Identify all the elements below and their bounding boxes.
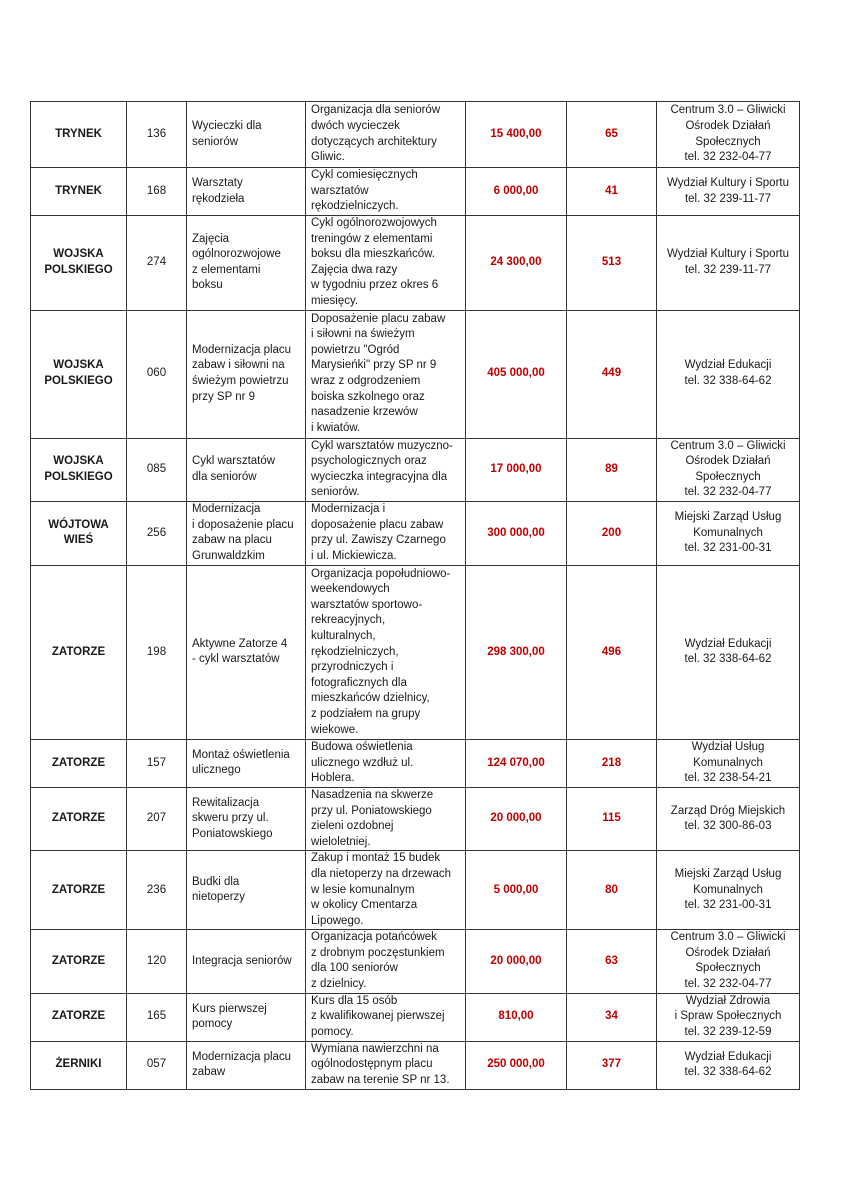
project-name-cell-line: i doposażenie placu — [192, 518, 294, 531]
project-name-cell-line: świeżym powietrzu — [192, 375, 289, 388]
votes-cell: 65 — [567, 102, 657, 168]
project-description-cell-line: przy ul. Zawiszy Czarnego — [311, 534, 446, 547]
project-description-cell-line: powietrzu "Ogród — [311, 343, 400, 356]
district-cell-line: POLSKIEGO — [44, 470, 113, 483]
district-cell — [31, 993, 127, 1041]
project-description-cell-line: Cykl warsztatów muzyczno- — [311, 439, 453, 452]
amount-cell: 810,00 — [466, 993, 567, 1041]
district-cell-line: POLSKIEGO — [44, 375, 113, 388]
project-description-cell-line: boiska szkolnego oraz — [311, 390, 425, 403]
district-cell-line: ZATORZE — [51, 812, 106, 825]
project-description-cell-line: Organizacja popołudniowo- — [311, 567, 451, 580]
project-description-cell-line: wiekowe. — [311, 723, 359, 736]
project-description-cell — [306, 739, 466, 787]
project-name-cell — [187, 993, 306, 1041]
project-name-cell-line: przy SP nr 9 — [192, 390, 256, 403]
responsible-unit-cell-line: tel. 32 338-64-62 — [684, 1066, 772, 1079]
responsible-unit-cell — [657, 102, 800, 168]
project-name-cell-line: Aktywne Zatorze 4 — [192, 637, 288, 650]
project-description-cell-line: w tygodniu przez okres 6 — [311, 279, 439, 292]
district-cell-line: ZATORZE — [51, 645, 106, 658]
responsible-unit-cell-line: i Spraw Społecznych — [674, 1010, 782, 1023]
amount-cell: 17 000,00 — [466, 438, 567, 501]
responsible-unit-cell-line: Wydział Edukacji — [684, 359, 772, 372]
votes-cell: 63 — [567, 930, 657, 993]
project-description-cell-line: ogólnodostępnym placu — [311, 1058, 433, 1071]
votes-cell: 80 — [567, 851, 657, 930]
table-row — [31, 310, 800, 438]
amount-cell: 300 000,00 — [466, 501, 567, 565]
project-name-cell-line: pomocy — [192, 1018, 233, 1031]
project-name-cell — [187, 1041, 306, 1089]
district-cell-line: POLSKIEGO — [44, 263, 113, 276]
project-name-cell — [187, 501, 306, 565]
responsible-unit-cell-line: Społecznych — [695, 470, 761, 483]
project-description-cell-line: dla nietoperzy na drzewach — [311, 867, 451, 880]
project-description-cell-line: w lesie komunalnym — [311, 883, 415, 896]
responsible-unit-cell — [657, 787, 800, 850]
project-description-cell-line: Zakup i montaż 15 budek — [311, 852, 441, 865]
amount-cell: 6 000,00 — [466, 168, 567, 216]
project-name-cell-line: Warsztaty — [192, 176, 243, 189]
district-cell — [31, 501, 127, 565]
district-cell-line: TRYNEK — [55, 127, 102, 140]
responsible-unit-cell-line: Ośrodek Działań — [685, 455, 771, 468]
project-description-cell-line: rekreacyjnych, — [311, 614, 386, 627]
district-cell-line: WIEŚ — [63, 534, 94, 547]
project-description-cell-line: weekendowych — [311, 583, 390, 596]
responsible-unit-cell-line: tel. 32 238-54-21 — [684, 772, 772, 785]
district-cell — [31, 1041, 127, 1089]
votes-cell: 41 — [567, 168, 657, 216]
responsible-unit-cell-line: Komunalnych — [693, 883, 763, 896]
project-description-cell-line: z drobnym poczęstunkiem — [311, 946, 445, 959]
project-number-cell: 057 — [127, 1041, 187, 1089]
project-description-cell-line: seniorów. — [311, 486, 360, 499]
project-description-cell-line: Marysieńki" przy SP nr 9 — [311, 359, 437, 372]
table-row — [31, 993, 800, 1041]
budget-projects-table — [30, 101, 800, 1090]
table-row — [31, 1041, 800, 1089]
project-description-cell-line: psychologicznych oraz — [311, 455, 427, 468]
project-description-cell-line: wieloletniej. — [311, 835, 371, 848]
responsible-unit-cell-line: Wydział Usług — [691, 741, 765, 754]
responsible-unit-cell-line: Miejski Zarząd Usług — [674, 511, 782, 524]
project-description-cell-line: Zajęcia dwa razy — [311, 263, 398, 276]
responsible-unit-cell — [657, 168, 800, 216]
table-row — [31, 102, 800, 168]
project-description-cell-line: i kwiatów. — [311, 421, 361, 434]
project-description-cell-line: treningów z elementami — [311, 232, 433, 245]
project-description-cell-line: Wymiana nawierzchni na — [311, 1042, 439, 1055]
project-description-cell-line: i ul. Mickiewicza. — [311, 550, 397, 563]
project-description-cell-line: Cykl ogólnorozwojowych — [311, 217, 437, 229]
responsible-unit-cell-line: Miejski Zarząd Usług — [674, 867, 782, 880]
project-name-cell-line: Cykl warsztatów — [192, 455, 276, 468]
project-description-cell-line: z kwalifikowanej pierwszej — [311, 1010, 445, 1023]
project-description-cell — [306, 1041, 466, 1089]
district-cell — [31, 565, 127, 739]
project-description-cell-line: przyrodniczych i — [311, 661, 394, 674]
responsible-unit-cell-line: Wydział Edukacji — [684, 637, 772, 650]
table-row — [31, 501, 800, 565]
district-cell-line: WÓJTOWA — [48, 518, 109, 531]
responsible-unit-cell-line: Wydział Edukacji — [684, 1050, 772, 1063]
project-description-cell-line: Lipowego. — [311, 914, 364, 927]
project-description-cell-line: Nasadzenia na skwerze — [311, 788, 434, 801]
project-description-cell-line: rękodzielniczych, — [311, 645, 399, 658]
project-number-cell: 168 — [127, 168, 187, 216]
project-description-cell-line: warsztatów — [311, 184, 369, 197]
project-name-cell-line: ogólnorozwojowe — [192, 248, 281, 261]
votes-cell: 34 — [567, 993, 657, 1041]
district-cell-line: ZATORZE — [51, 954, 106, 967]
project-name-cell-line: Integracja seniorów — [192, 954, 292, 967]
district-cell-line: ZATORZE — [51, 883, 106, 896]
responsible-unit-cell-line: tel. 32 300-86-03 — [684, 820, 772, 833]
district-cell — [31, 739, 127, 787]
project-description-cell — [306, 168, 466, 216]
responsible-unit-cell-line: tel. 32 239-11-77 — [684, 192, 772, 205]
project-name-cell-line: Modernizacja placu — [192, 1050, 292, 1063]
district-cell — [31, 168, 127, 216]
project-description-cell-line: Budowa oświetlenia — [311, 741, 413, 754]
table-row — [31, 930, 800, 993]
table-row — [31, 438, 800, 501]
project-description-cell-line: warsztatów sportowo- — [311, 598, 423, 611]
votes-cell: 449 — [567, 310, 657, 438]
responsible-unit-cell-line: Wydział Zdrowia — [685, 994, 771, 1007]
project-description-cell-line: doposażenie placu zabaw — [311, 518, 444, 531]
project-number-cell: 256 — [127, 501, 187, 565]
district-cell-line: TRYNEK — [55, 184, 102, 197]
project-description-cell-line: wraz z odgrodzeniem — [311, 375, 421, 388]
project-number-cell: 085 — [127, 438, 187, 501]
project-description-cell — [306, 216, 466, 311]
votes-cell: 115 — [567, 787, 657, 850]
responsible-unit-cell-line: Wydział Kultury i Sportu — [667, 176, 789, 189]
project-description-cell — [306, 565, 466, 739]
votes-cell: 89 — [567, 438, 657, 501]
project-name-cell — [187, 787, 306, 850]
project-description-cell — [306, 993, 466, 1041]
project-name-cell — [187, 565, 306, 739]
project-description-cell-line: boksu dla mieszkańców. — [311, 248, 436, 261]
project-name-cell — [187, 930, 306, 993]
project-description-cell-line: nasadzenie krzewów — [311, 406, 418, 419]
district-cell-line: ZATORZE — [51, 1010, 106, 1023]
project-description-cell-line: z dzielnicy. — [311, 978, 367, 991]
responsible-unit-cell-line: Komunalnych — [693, 756, 763, 769]
project-description-cell — [306, 501, 466, 565]
district-cell-line: WOJSKA — [53, 455, 104, 468]
project-description-cell-line: dla 100 seniorów — [311, 962, 398, 975]
project-name-cell-line: ulicznego — [192, 764, 241, 777]
responsible-unit-cell — [657, 216, 800, 311]
responsible-unit-cell — [657, 565, 800, 739]
project-number-cell: 157 — [127, 739, 187, 787]
responsible-unit-cell-line: tel. 32 232-04-77 — [684, 151, 772, 164]
project-name-cell-line: Modernizacja — [192, 503, 261, 516]
project-description-cell-line: w okolicy Cmentarza — [311, 899, 418, 912]
project-name-cell — [187, 739, 306, 787]
project-description-cell — [306, 851, 466, 930]
project-name-cell — [187, 438, 306, 501]
responsible-unit-cell-line: Ośrodek Działań — [685, 119, 771, 132]
votes-cell: 496 — [567, 565, 657, 739]
project-description-cell-line: przy ul. Poniatowskiego — [311, 804, 432, 817]
responsible-unit-cell — [657, 739, 800, 787]
project-number-cell: 165 — [127, 993, 187, 1041]
project-description-cell-line: Hoblera. — [311, 772, 355, 785]
project-name-cell — [187, 168, 306, 216]
project-description-cell-line: zieleni ozdobnej — [311, 820, 394, 833]
table-row — [31, 565, 800, 739]
project-description-cell-line: i siłowni na świeżym — [311, 328, 415, 341]
district-cell-line: ZATORZE — [51, 756, 106, 769]
project-name-cell-line: zabaw na placu — [192, 534, 272, 547]
amount-cell: 405 000,00 — [466, 310, 567, 438]
table-row — [31, 168, 800, 216]
project-description-cell-line: dwóch wycieczek — [311, 119, 400, 132]
project-number-cell: 120 — [127, 930, 187, 993]
project-description-cell-line: wycieczka integracyjna dla — [311, 470, 448, 483]
project-name-cell — [187, 851, 306, 930]
responsible-unit-cell-line: Centrum 3.0 – Gliwicki — [670, 104, 786, 117]
responsible-unit-cell — [657, 993, 800, 1041]
project-name-cell-line: Modernizacja placu — [192, 343, 292, 356]
district-cell — [31, 310, 127, 438]
project-number-cell: 060 — [127, 310, 187, 438]
project-name-cell-line: - cykl warsztatów — [192, 653, 280, 666]
project-number-cell: 274 — [127, 216, 187, 311]
amount-cell: 15 400,00 — [466, 102, 567, 168]
project-name-cell-line: Wycieczki dla — [192, 119, 262, 132]
project-description-cell-line: Gliwic. — [311, 151, 345, 164]
project-description-cell — [306, 787, 466, 850]
responsible-unit-cell-line: Ośrodek Działań — [685, 946, 771, 959]
amount-cell: 20 000,00 — [466, 930, 567, 993]
district-cell-line: WOJSKA — [53, 248, 104, 261]
responsible-unit-cell — [657, 851, 800, 930]
project-name-cell-line: zabaw — [192, 1066, 226, 1079]
responsible-unit-cell — [657, 310, 800, 438]
amount-cell: 24 300,00 — [466, 216, 567, 311]
votes-cell: 218 — [567, 739, 657, 787]
project-name-cell — [187, 216, 306, 311]
project-name-cell — [187, 102, 306, 168]
project-description-cell-line: Cykl comiesięcznych — [311, 169, 418, 182]
responsible-unit-cell-line: tel. 32 232-04-77 — [684, 486, 772, 499]
votes-cell: 377 — [567, 1041, 657, 1089]
project-description-cell-line: z podziałem na grupy — [311, 708, 421, 721]
project-name-cell-line: Budki dla — [192, 875, 240, 888]
amount-cell: 250 000,00 — [466, 1041, 567, 1089]
project-description-cell-line: mieszkańców dzielnicy, — [311, 692, 430, 705]
responsible-unit-cell-line: Komunalnych — [693, 526, 763, 539]
project-name-cell-line: zabaw i siłowni na — [192, 359, 285, 372]
project-number-cell: 198 — [127, 565, 187, 739]
responsible-unit-cell-line: tel. 32 231-00-31 — [684, 542, 772, 555]
project-description-cell — [306, 930, 466, 993]
table-row — [31, 787, 800, 850]
district-cell-line: ŻERNIKI — [55, 1058, 102, 1071]
table-row — [31, 851, 800, 930]
responsible-unit-cell-line: tel. 32 231-00-31 — [684, 899, 772, 912]
table-body — [31, 102, 800, 1090]
project-description-cell-line: miesięcy. — [311, 294, 359, 307]
project-description-cell-line: Modernizacja i — [311, 503, 386, 516]
table-row — [31, 739, 800, 787]
district-cell — [31, 216, 127, 311]
project-description-cell-line: fotograficznych dla — [311, 676, 407, 689]
project-name-cell-line: Grunwaldzkim — [192, 550, 265, 563]
project-description-cell-line: zabaw na terenie SP nr 13. — [311, 1073, 450, 1086]
project-number-cell: 207 — [127, 787, 187, 850]
project-number-cell: 136 — [127, 102, 187, 168]
district-cell — [31, 787, 127, 850]
responsible-unit-cell-line: tel. 32 239-12-59 — [684, 1025, 772, 1038]
responsible-unit-cell-line: Zarząd Dróg Miejskich — [670, 804, 786, 817]
responsible-unit-cell-line: tel. 32 338-64-62 — [684, 653, 772, 666]
amount-cell: 124 070,00 — [466, 739, 567, 787]
project-description-cell-line: ulicznego wzdłuż ul. — [311, 756, 414, 769]
project-name-cell-line: Zajęcia — [192, 232, 230, 245]
responsible-unit-cell-line: Centrum 3.0 – Gliwicki — [670, 439, 786, 452]
project-description-cell — [306, 310, 466, 438]
responsible-unit-cell-line: Wydział Kultury i Sportu — [667, 248, 789, 261]
responsible-unit-cell-line: tel. 32 232-04-77 — [684, 978, 772, 991]
responsible-unit-cell-line: Społecznych — [695, 135, 761, 148]
project-description-cell — [306, 438, 466, 501]
table-row — [31, 216, 800, 311]
project-description-cell — [306, 102, 466, 168]
votes-cell: 200 — [567, 501, 657, 565]
project-description-cell-line: rękodzielniczych. — [311, 200, 399, 213]
project-name-cell — [187, 310, 306, 438]
project-description-cell-line: Organizacja dla seniorów — [311, 104, 441, 117]
project-description-cell-line: dotyczących architektury — [311, 135, 437, 148]
project-name-cell-line: Poniatowskiego — [192, 827, 273, 840]
responsible-unit-cell-line: Społecznych — [695, 962, 761, 975]
amount-cell: 20 000,00 — [466, 787, 567, 850]
project-name-cell-line: seniorów — [192, 135, 239, 148]
project-description-cell-line: pomocy. — [311, 1025, 354, 1038]
project-description-cell-line: kulturalnych, — [311, 630, 376, 643]
district-cell — [31, 102, 127, 168]
responsible-unit-cell-line: tel. 32 239-11-77 — [684, 263, 772, 276]
amount-cell: 5 000,00 — [466, 851, 567, 930]
project-name-cell-line: Rewitalizacja — [192, 796, 260, 809]
project-name-cell-line: boksu — [192, 279, 223, 292]
project-name-cell-line: Montaż oświetlenia — [192, 748, 290, 761]
responsible-unit-cell — [657, 501, 800, 565]
district-cell — [31, 438, 127, 501]
project-name-cell-line: rękodzieła — [192, 192, 245, 205]
project-name-cell-line: nietoperzy — [192, 891, 246, 904]
votes-cell: 513 — [567, 216, 657, 311]
project-name-cell-line: dla seniorów — [192, 470, 257, 483]
responsible-unit-cell-line: tel. 32 338-64-62 — [684, 375, 772, 388]
district-cell — [31, 851, 127, 930]
district-cell — [31, 930, 127, 993]
district-cell-line: WOJSKA — [53, 359, 104, 372]
responsible-unit-cell-line: Centrum 3.0 – Gliwicki — [670, 931, 786, 944]
project-name-cell-line: skweru przy ul. — [192, 812, 269, 825]
amount-cell: 298 300,00 — [466, 565, 567, 739]
project-description-cell-line: Organizacja potańcówek — [311, 931, 437, 944]
responsible-unit-cell — [657, 1041, 800, 1089]
project-name-cell-line: z elementami — [192, 263, 261, 276]
project-description-cell-line: Kurs dla 15 osób — [311, 994, 398, 1007]
responsible-unit-cell — [657, 438, 800, 501]
project-description-cell-line: Doposażenie placu zabaw — [311, 312, 446, 325]
responsible-unit-cell — [657, 930, 800, 993]
project-number-cell: 236 — [127, 851, 187, 930]
project-name-cell-line: Kurs pierwszej — [192, 1002, 267, 1015]
